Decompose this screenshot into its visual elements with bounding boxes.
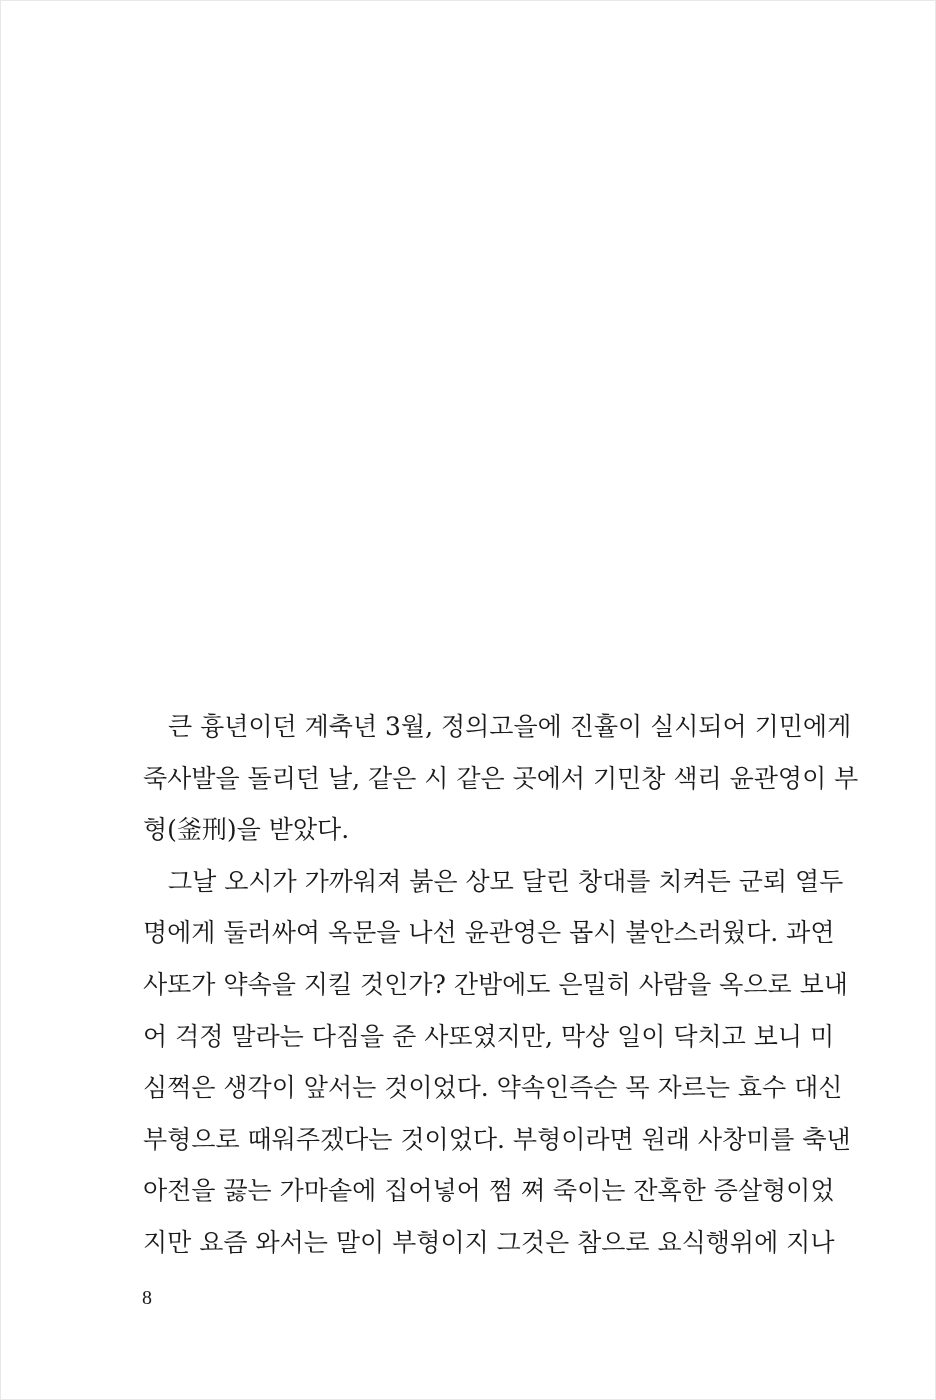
text-line: 어 걱정 말라는 다짐을 준 사또였지만, 막상 일이 닥치고 보니 미 xyxy=(143,1021,835,1051)
text-line: 지만 요즘 와서는 말이 부형이지 그것은 참으로 요식행위에 지나 xyxy=(143,1227,835,1257)
text-line: 아전을 끓는 가마솥에 집어넣어 쩜 쪄 죽이는 잔혹한 증살형이었 xyxy=(143,1176,835,1206)
body-text xyxy=(143,701,859,1269)
paragraph-2 xyxy=(143,856,851,1269)
text-line: 큰 흉년이던 계축년 3월, 정의고을에 진휼이 실시되어 기민에게 xyxy=(168,712,852,741)
text-line: 형(釜刑)을 받았다. xyxy=(143,815,350,845)
paragraph-1 xyxy=(143,701,859,856)
text-line: 사또가 약속을 지킬 것인가? 간밤에도 은밀히 사람을 옥으로 보내 xyxy=(143,969,848,999)
text-line: 심쩍은 생각이 앞서는 것이었다. 약속인즉슨 목 자르는 효수 대신 xyxy=(143,1073,843,1103)
text-line: 그날 오시가 가까워져 붉은 상모 달린 창대를 치켜든 군뢰 열두 xyxy=(168,866,844,896)
page-number: 8 xyxy=(142,1287,152,1309)
text-line: 죽사발을 돌리던 날, 같은 시 같은 곳에서 기민창 색리 윤관영이 부 xyxy=(143,763,859,793)
text-line: 부형으로 때워주겠다는 것이었다. 부형이라면 원래 사창미를 축낸 xyxy=(143,1124,851,1154)
text-line: 명에게 둘러싸여 옥문을 나선 윤관영은 몹시 불안스러웠다. 과연 xyxy=(143,918,835,948)
